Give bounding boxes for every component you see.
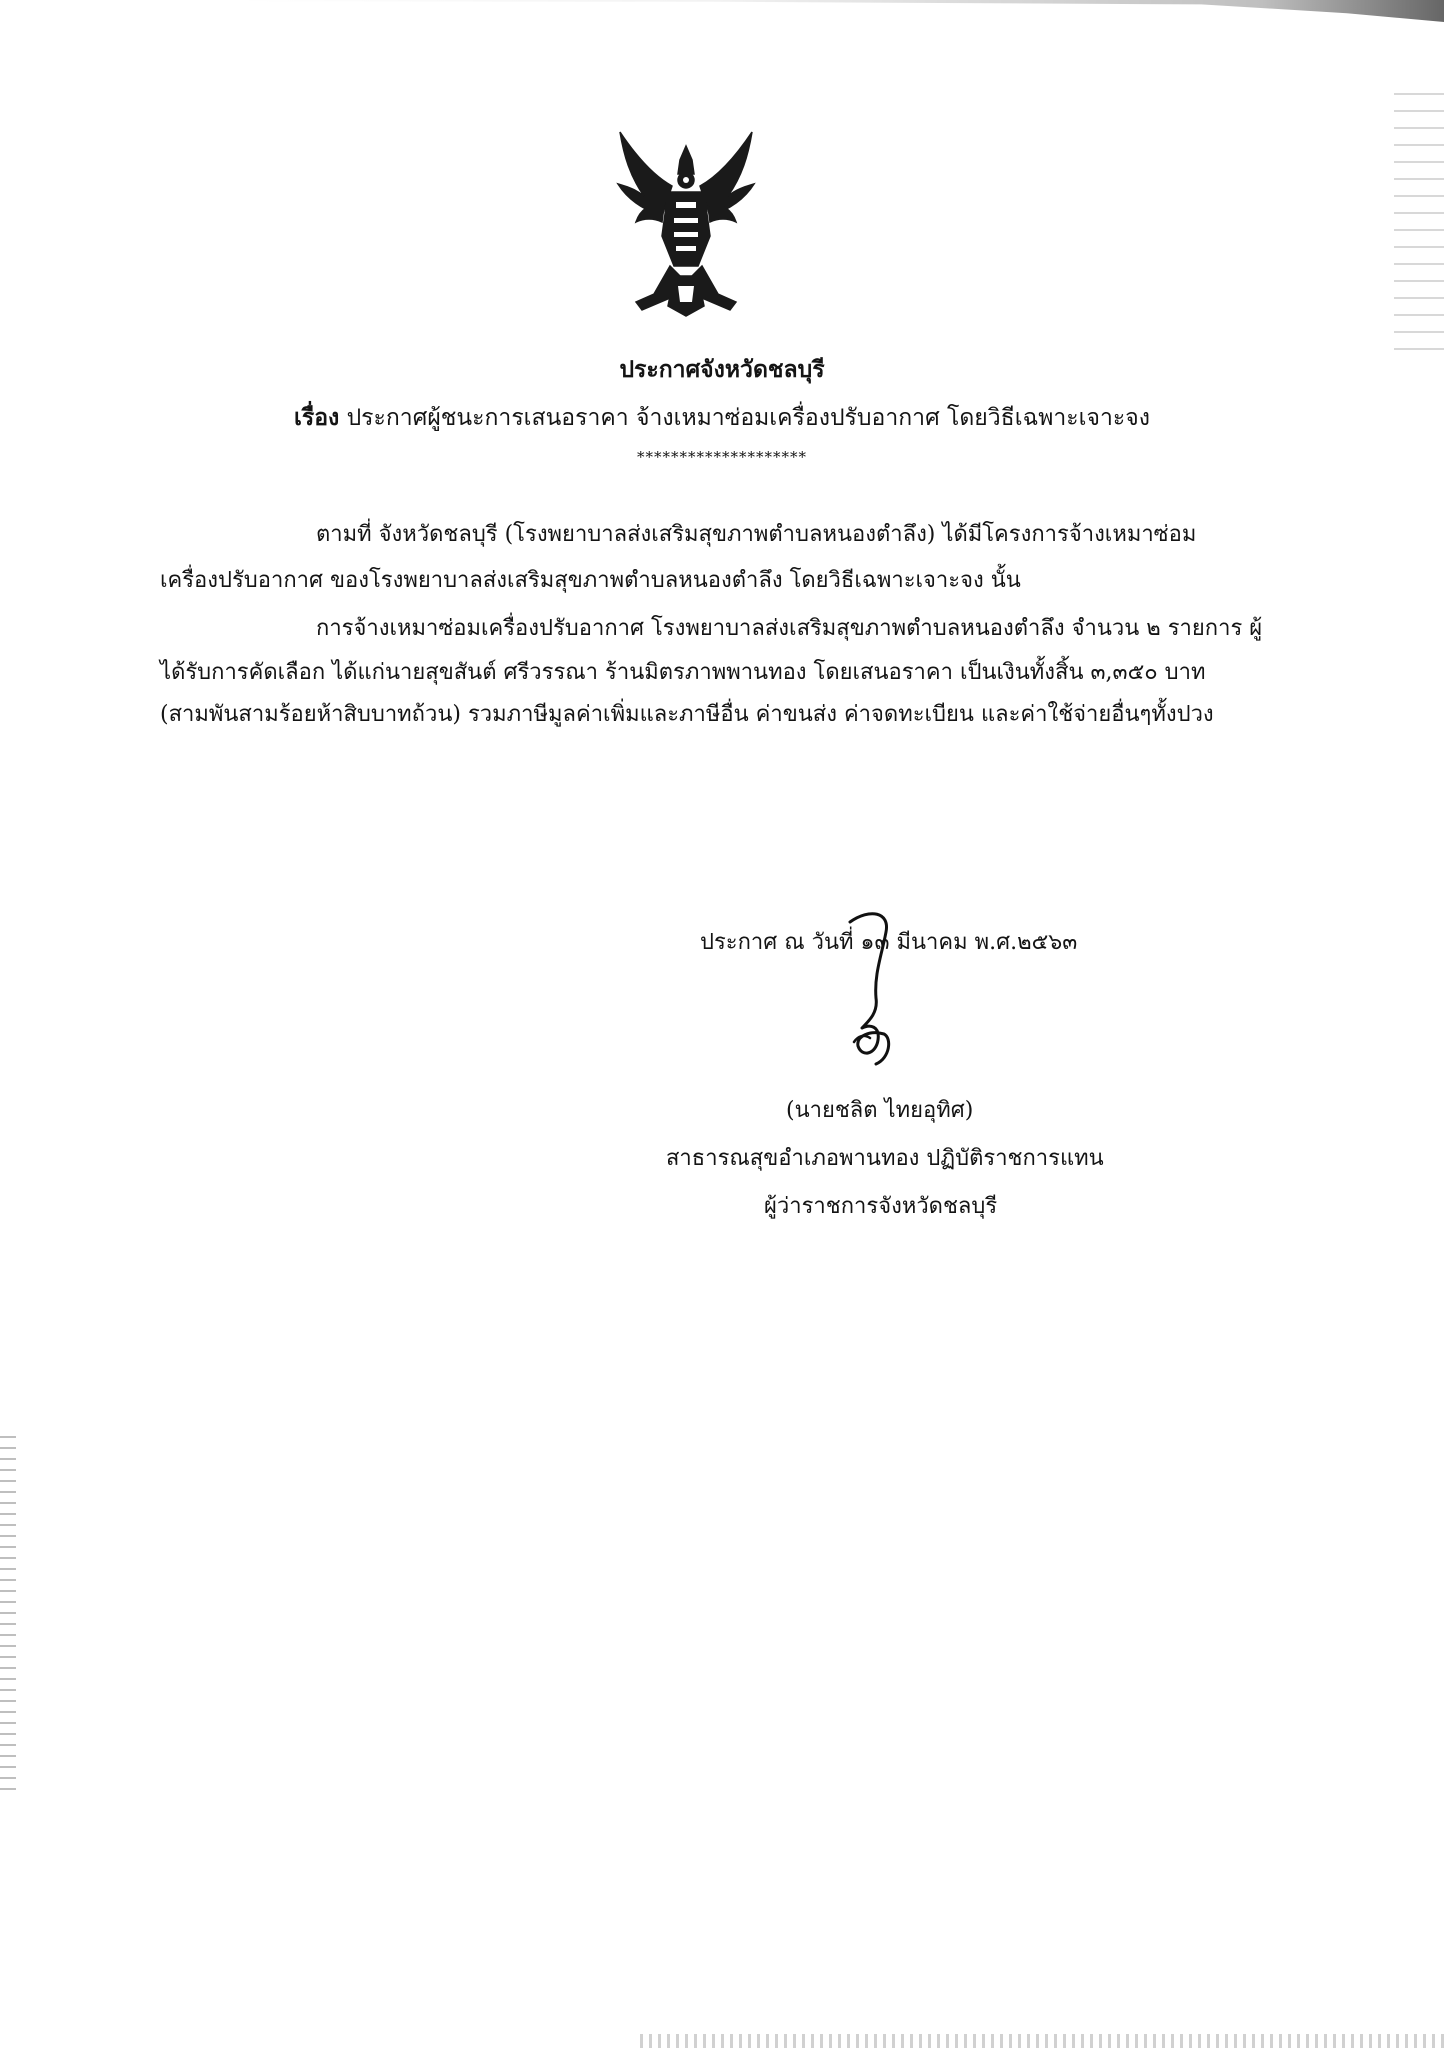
separator-stars: ********************: [637, 448, 807, 466]
scan-artifact-left: [0, 1430, 16, 1790]
scan-artifact-top: [230, 0, 1444, 22]
scan-artifact-bottom: [640, 2034, 1444, 2048]
garuda-emblem-icon: [614, 126, 758, 318]
handwritten-signature: [840, 908, 920, 1078]
announcement-date: ประกาศ ณ วันที่ ๑๓ มีนาคม พ.ศ.๒๕๖๓: [700, 930, 1078, 955]
paragraph-2-line-1: การจ้างเหมาซ่อมเครื่องปรับอากาศ โรงพยาบาลส่งเสริมสุขภาพตำบลหนองตำลึง จำนวน ๒ รายการ ผู้: [316, 616, 1263, 641]
scan-artifact-right: [1394, 90, 1444, 350]
paragraph-2-line-2: ได้รับการคัดเลือก ได้แก่นายสุขสันต์ ศรีวรรณา ร้านมิตรภาพพานทอง โดยเสนอราคา เป็นเงินทั้งสิ้น ๓,๓๕๐ บาท: [160, 660, 1206, 685]
subject-label: เรื่อง: [294, 404, 340, 431]
signer-name: (นายชลิต ไทยอุทิศ): [786, 1098, 974, 1123]
signer-title-line-1: สาธารณสุขอำเภอพานทอง ปฏิบัติราชการแทน: [666, 1146, 1104, 1171]
announcement-heading: ประกาศจังหวัดชลบุรี: [619, 356, 825, 383]
subject-text: ประกาศผู้ชนะการเสนอราคา จ้างเหมาซ่อมเครื่องปรับอากาศ โดยวิธีเฉพาะเจาะจง: [346, 405, 1150, 431]
paragraph-2-line-3: (สามพันสามร้อยห้าสิบบาทถ้วน) รวมภาษีมูลค่าเพิ่มและภาษีอื่น ค่าขนส่ง ค่าจดทะเบียน และค่าใช้จ่ายอื่นๆทั้งปวง: [160, 702, 1214, 727]
announcement-subject: [0, 400, 1444, 436]
paragraph-1-line-2: เครื่องปรับอากาศ ของโรงพยาบาลส่งเสริมสุขภาพตำบลหนองตำลึง โดยวิธีเฉพาะเจาะจง นั้น: [160, 568, 1021, 593]
signer-title-line-2: ผู้ว่าราชการจังหวัดชลบุรี: [764, 1194, 998, 1219]
paragraph-1-line-1: ตามที่ จังหวัดชลบุรี (โรงพยาบาลส่งเสริมสุขภาพตำบลหนองตำลึง) ได้มีโครงการจ้างเหมาซ่อม: [316, 522, 1197, 547]
